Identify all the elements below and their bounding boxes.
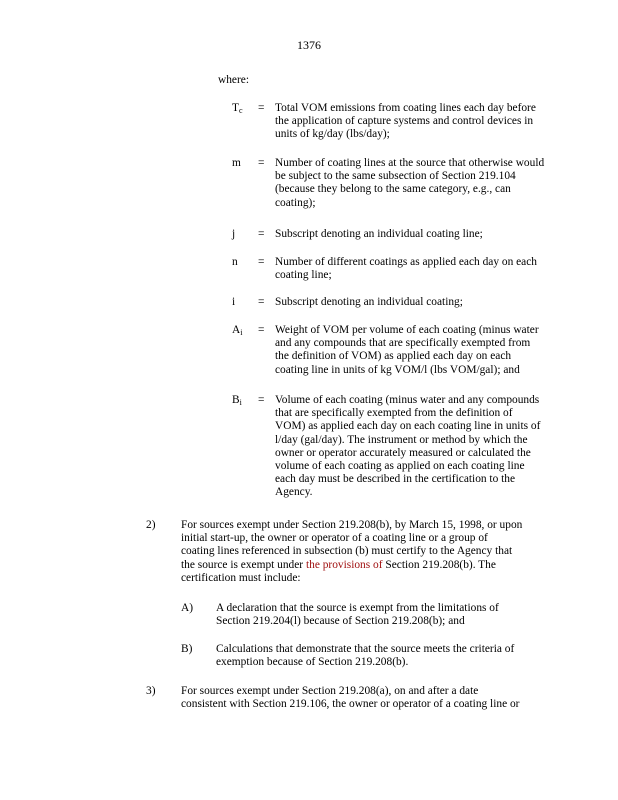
equals-sign: = — [258, 324, 265, 336]
symbol-tc: $T_c$ — [232, 102, 243, 115]
item-2-line-with-insertion: the source is exempt under the provisions of Section 219.208(b). The — [181, 558, 496, 571]
definition-bi: Volume of each coating (minus water and any compounds that are specifically exempted from the definition of VOM) as applied each day on each coating line in units of l/day (gal/day). The instrument or method by which the owner or operator accurately measured or calculated the volume of each coating as applied on each coating line each day must be described in the certification to the Agency. — [275, 394, 541, 499]
equals-sign: = — [258, 228, 265, 240]
symbol-m: m — [232, 157, 241, 169]
symbol-bi: $B_i$ — [232, 394, 242, 407]
subitem-letter-a: A) — [181, 602, 194, 614]
equals-sign: = — [258, 102, 265, 114]
symbol-i: i — [232, 296, 236, 308]
equals-sign: = — [258, 157, 265, 169]
definition-tc: Total VOM emissions from coating lines each day before the application of capture systems and control devices in units of kg/day (lbs/day); — [275, 102, 536, 141]
symbol-ai: $A_i$ — [232, 324, 243, 337]
subitem-letter-b: B) — [181, 643, 193, 655]
item-number-3: 3) — [146, 685, 156, 697]
symbol-j: j — [232, 228, 236, 240]
equals-sign: = — [258, 296, 265, 308]
inserted-text: the provisions of — [305, 558, 383, 571]
subitem-b-text: Calculations that demonstrate that the source meets the criteria of exemption because of Section 219.208(b). — [216, 643, 515, 669]
item-number-2: 2) — [146, 519, 156, 531]
definition-m: Number of coating lines at the source that otherwise would be subject to the same subsection of Section 219.104 (because they belong to the same category, e.g., can coating); — [275, 157, 545, 209]
where-label: where: — [218, 74, 249, 86]
equals-sign: = — [258, 256, 265, 268]
equals-sign: = — [258, 394, 265, 406]
subitem-a-text: A declaration that the source is exempt from the limitations of Section 219.204(l) because of Section 219.208(b); and — [216, 602, 499, 628]
item-2-paragraph: For sources exempt under Section 219.208(b), by March 15, 1998, or upon initial start-up, the owner or operator of a coating line or a group of coating lines referenced in subsection (b) must certify to the Agency that the source is exempt under the provisions of Section 219.208(b). The certification must include: — [181, 519, 561, 585]
item-3-paragraph: For sources exempt under Section 219.208(a), on and after a date consistent with Section 219.106, the owner or operator of a coating line or — [181, 685, 520, 711]
symbol-n: n — [232, 256, 238, 268]
definition-j: Subscript denoting an individual coating line; — [275, 228, 483, 240]
definition-i: Subscript denoting an individual coating; — [275, 296, 463, 308]
page-number: 1376 — [297, 38, 321, 52]
definition-n: Number of different coatings as applied each day on each coating line; — [275, 256, 537, 282]
definition-ai: Weight of VOM per volume of each coating (minus water and any compounds that are specifically exempted from the definition of VOM) as applied each day on each coating line in units of kg VOM/l (lbs VOM/gal); and — [275, 324, 539, 376]
